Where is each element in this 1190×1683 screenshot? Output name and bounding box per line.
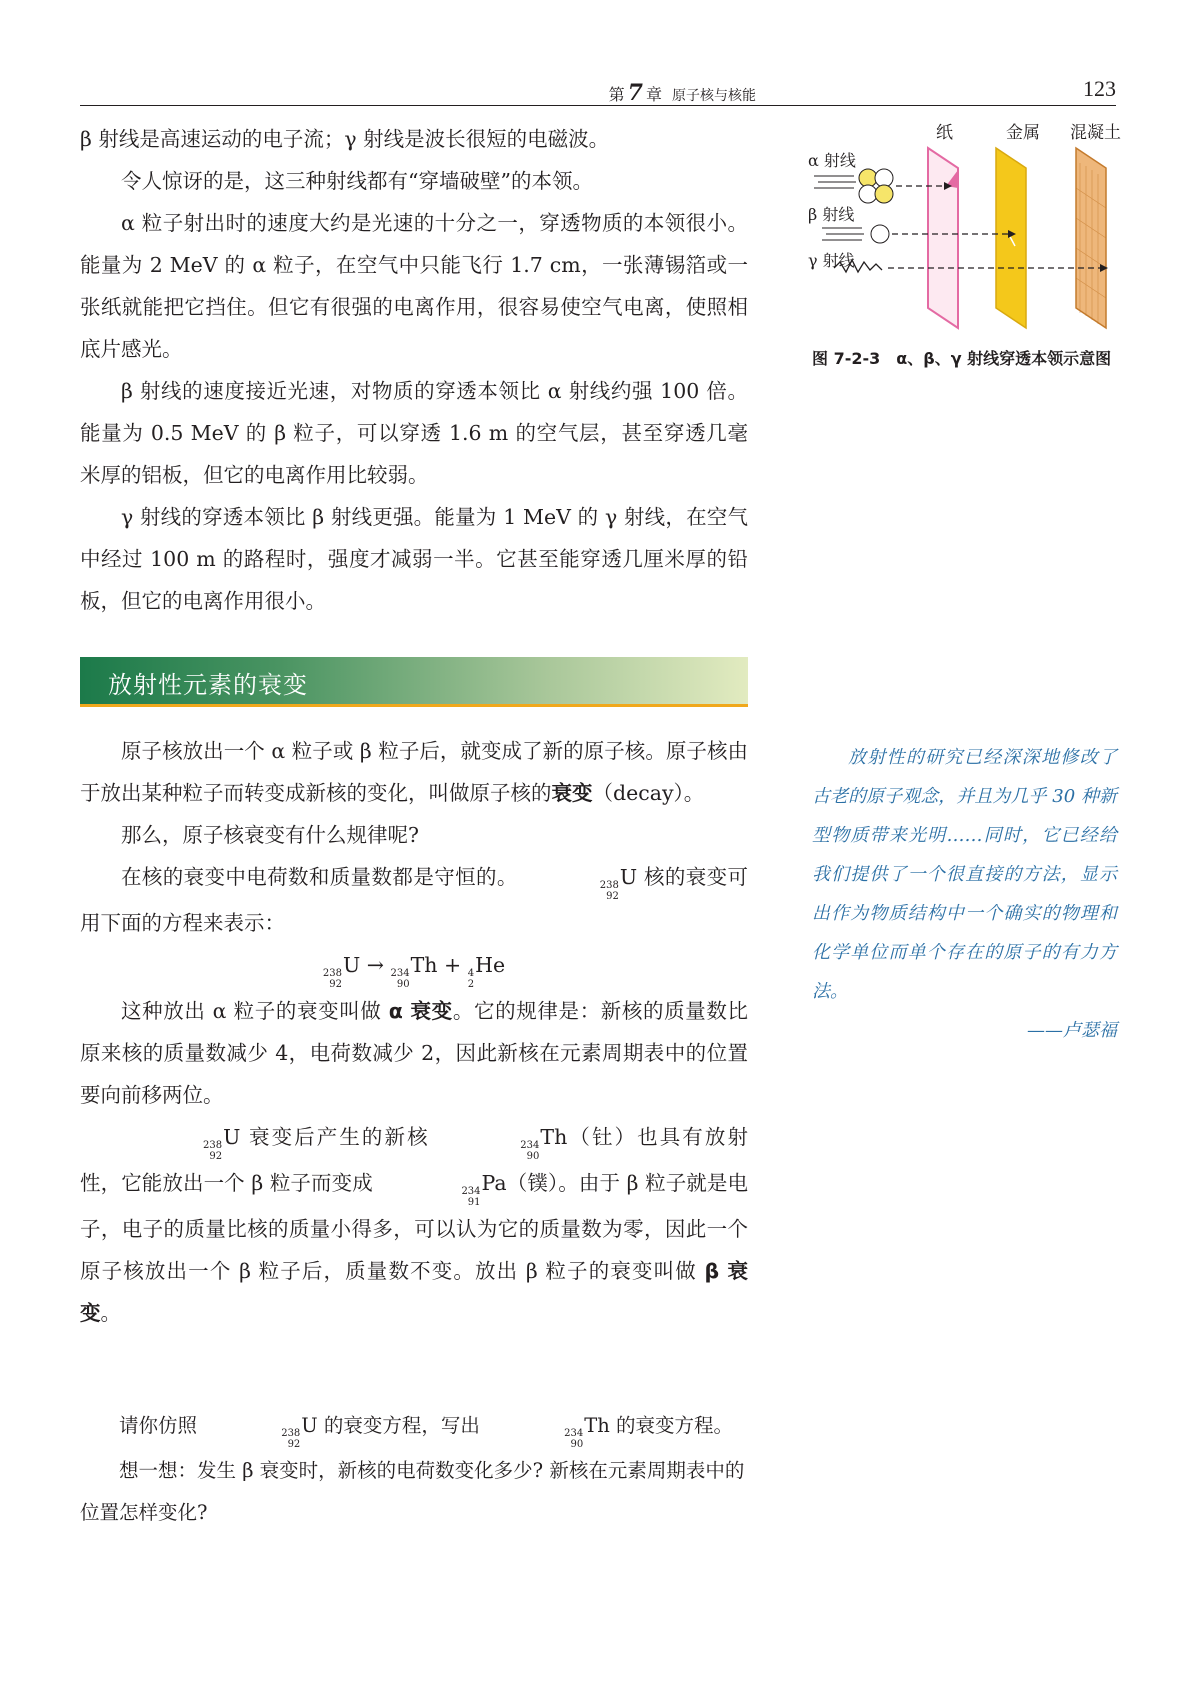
text-segment: 请你仿照	[119, 1414, 204, 1437]
mass-number: 234	[520, 1140, 540, 1151]
mass-number: 4	[467, 968, 475, 979]
rutherford-quote	[812, 738, 1117, 1050]
exercise-box	[80, 1405, 748, 1534]
label-paper: 纸	[936, 123, 953, 143]
text-segment: Pa（镤）。由于 β 粒子就是电子，电子的质量比核的质量小得多，可以认为它的质量数为零，因此一个原子核放出一个 β 粒子后，质量数不变。放出 β 粒子的衰变叫做	[80, 1171, 748, 1283]
atomic-number: 90	[526, 1151, 540, 1162]
page-number: 123	[1083, 76, 1116, 101]
alpha-motion-lines	[814, 176, 856, 188]
mass-number: 234	[564, 1428, 584, 1439]
mass-number: 234	[461, 1186, 481, 1197]
nuclide-u238	[323, 944, 360, 990]
term-alpha-decay: α 衰变	[388, 999, 453, 1023]
chapter-heading	[609, 80, 756, 106]
penetration-diagram	[808, 118, 1128, 338]
paragraph-ray-nature: β 射线是高速运动的电子流；γ 射线是波长很短的电磁波。	[80, 127, 610, 151]
mass-number: 238	[281, 1428, 301, 1439]
chapter-suffix: 章	[645, 85, 662, 104]
page-header	[80, 72, 1116, 106]
paragraph-wall: 令人惊讶的是，这三种射线都有“穿墙破壁”的本领。	[121, 169, 593, 193]
beta-particle	[871, 225, 889, 243]
atomic-number: 2	[467, 979, 475, 990]
reaction-arrow: →	[366, 953, 384, 977]
text-segment: 原子核放出一个 α 粒子或 β 粒子后，就变成了新的原子核。原子核由于放出某种粒子而转变成新核的变化，叫做原子核的	[80, 739, 748, 805]
text-segment: 在核的衰变中电荷数和质量数都是守恒的。	[121, 865, 518, 889]
alpha-particle	[859, 169, 893, 203]
nuclide-u238	[518, 856, 620, 902]
chapter-number: 7	[627, 80, 643, 106]
paper-sheet	[928, 148, 958, 328]
label-gamma-ray: γ 射线	[808, 251, 855, 270]
atomic-number: 92	[329, 979, 342, 990]
element-symbol: He	[475, 953, 506, 977]
decay-equation	[80, 944, 748, 990]
atomic-number: 90	[396, 979, 410, 990]
paragraph-decay-definition	[80, 730, 748, 814]
section-title: 放射性元素的衰变	[108, 671, 308, 699]
term-beta-decay: β 衰变	[80, 1259, 748, 1325]
label-beta-ray: β 射线	[808, 205, 855, 224]
paragraph-question: 那么，原子核衰变有什么规律呢?	[121, 823, 419, 847]
element-symbol: Th	[410, 953, 438, 977]
top-text	[80, 118, 748, 622]
atomic-number: 90	[570, 1439, 584, 1450]
beta-motion-lines	[822, 228, 864, 240]
nuclide-u238	[121, 1116, 223, 1162]
atomic-number: 92	[606, 891, 619, 902]
decay-section	[80, 730, 748, 1334]
text-segment: U 核的衰变可用下面的方程来表示：	[80, 865, 749, 935]
nuclide-pa234	[379, 1162, 481, 1208]
penetration-figure	[808, 118, 1128, 338]
nuclide-th234	[438, 1116, 540, 1162]
mass-number: 238	[599, 880, 619, 891]
text-segment: Th（钍）也具有放射性，它能放出一个 β 粒子而变成	[80, 1125, 748, 1195]
text-segment: 。	[100, 1301, 121, 1325]
paragraph-gamma: γ 射线的穿透本领比 β 射线更强。能量为 1 MeV 的 γ 射线，在空气中经过 100 m 的路程时，强度才减弱一半。它甚至能穿透几厘米厚的铅板，但它的电离作用很小。	[80, 505, 748, 613]
label-metal: 金属	[1006, 123, 1040, 143]
paragraph-conservation	[80, 856, 748, 944]
ray-paths	[888, 186, 1100, 268]
nuclide-th234	[391, 944, 438, 990]
exercise-2: 想一想：发生 β 衰变时，新核的电荷数变化多少? 新核在元素周期表中的位置怎样变化?	[80, 1459, 745, 1524]
paragraph-alpha: α 粒子射出时的速度大约是光速的十分之一，穿透物质的本领很小。能量为 2 MeV 的 α 粒子，在空气中只能飞行 1.7 cm，一张薄锡箔或一张纸就能把它挡住。但它有很强的电离作用，很容易使空气电离，使照相底片感光。	[80, 211, 748, 361]
text-segment: U 的衰变方程，写出	[301, 1414, 487, 1437]
mass-number: 238	[203, 1140, 223, 1151]
element-symbol: U	[342, 953, 361, 977]
label-concrete: 混凝土	[1070, 123, 1121, 143]
nuclide-he4	[468, 944, 505, 990]
chapter-prefix: 第	[608, 85, 625, 104]
paragraph-alpha-decay	[80, 990, 748, 1116]
mass-number: 238	[322, 968, 342, 979]
concrete-block	[1076, 148, 1106, 328]
atomic-number: 91	[467, 1197, 481, 1208]
atomic-number: 92	[287, 1439, 301, 1450]
paragraph-beta: β 射线的速度接近光速，对物质的穿透本领比 α 射线约强 100 倍。能量为 0.5 MeV 的 β 粒子，可以穿透 1.6 m 的空气层，甚至穿透几毫米厚的铝板，但它的电离作用比较弱。	[80, 379, 748, 487]
mass-number: 234	[390, 968, 410, 979]
text-segment: U 衰变后产生的新核	[223, 1125, 439, 1149]
atomic-number: 92	[209, 1151, 223, 1162]
quote-text: 放射性的研究已经深深地修改了古老的原子观念，并且为几乎 30 种新型物质带来光明……同时，它已经给我们提供了一个很直接的方法，显示出作为物质结构中一个确实的物理和化学单位而单个存在的原子的有力方法。	[812, 747, 1117, 1002]
text-segment: 这种放出 α 粒子的衰变叫做	[121, 999, 389, 1023]
nuclide-th234	[486, 1405, 584, 1450]
nuclide-u238	[203, 1405, 301, 1450]
text-segment: （decay）。	[592, 781, 705, 805]
exercise-1	[80, 1405, 748, 1450]
paragraph-beta-decay	[80, 1116, 748, 1334]
plus-sign: +	[444, 953, 462, 977]
section-banner	[80, 657, 748, 707]
chapter-title: 原子核与核能	[672, 88, 756, 104]
quote-author: ——卢瑟福	[1027, 1020, 1117, 1041]
text-segment: 。它的规律是：新核的质量数比原来核的质量数减少 4，电荷数减少 2，因此新核在元素周期表中的位置要向前移两位。	[80, 999, 748, 1107]
figure-caption: 图 7-2-3 α、β、γ 射线穿透本领示意图	[812, 349, 1112, 368]
term-decay: 衰变	[551, 781, 593, 805]
text-segment: Th 的衰变方程。	[584, 1414, 733, 1437]
label-alpha-ray: α 射线	[808, 151, 856, 170]
